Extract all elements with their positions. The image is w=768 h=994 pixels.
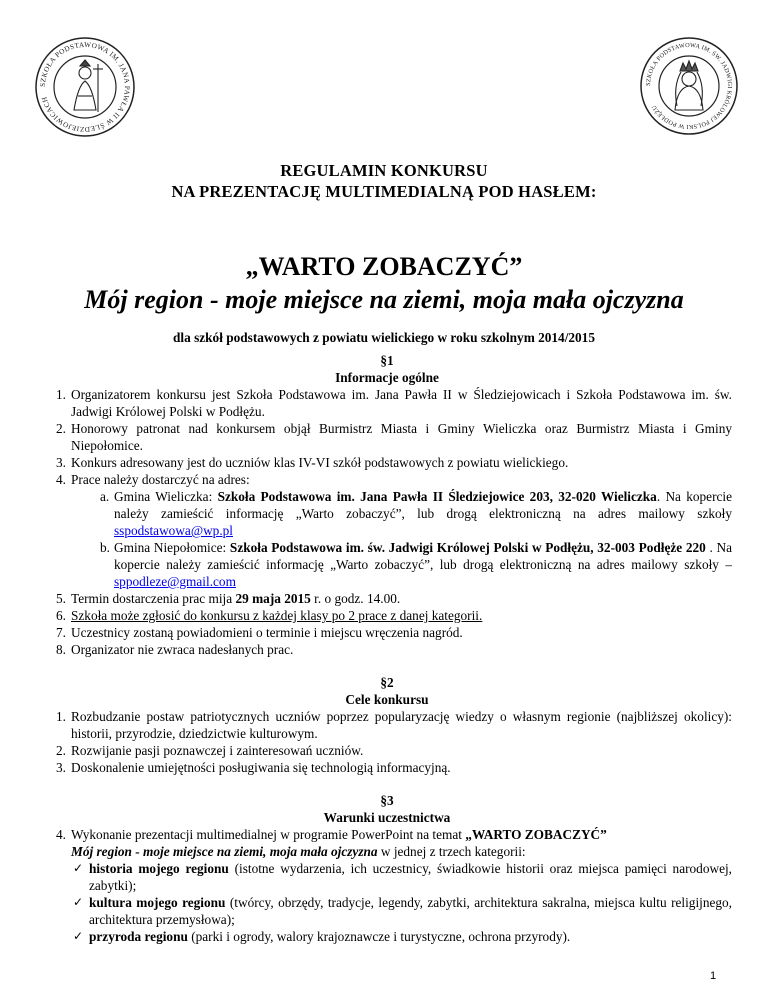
checkmark-icon: ✓	[73, 929, 84, 943]
list-item: 2. Rozwijanie pasji poznawczej i zainteresowań uczniów.	[56, 743, 364, 758]
school-seal-right	[639, 36, 739, 136]
category-history: ✓ historia mojego regionu (istotne wydarzenia, ich uczestnicy, świadkowie historii oraz miejsca pamięci narodowej, zabytki);	[73, 861, 732, 893]
section-2-heading: Cele konkursu	[345, 692, 429, 707]
list-item: 2. Honorowy patronat nad konkursem objął Burmistrz Miasta i Gminy Wieliczka oraz Burmistrz Miasta i Gminy Niepołomice.	[56, 421, 732, 453]
list-item: 4. Prace należy dostarczyć na adres:	[56, 472, 250, 487]
subtitle: dla szkół podstawowych z powiatu wielickiego w roku szkolnym 2014/2015	[173, 330, 595, 345]
list-item: 1. Rozbudzanie postaw patriotycznych uczniów poprzez popularyzację wiedzy o własnym regionie (najbliższej okolicy): historii, przyrodzie, dziedzictwie kulturowym.	[56, 709, 732, 741]
category-culture: ✓ kultura mojego regionu (twórcy, obrzędy, tradycje, legendy, zabytki, architektura sakralna, miejsca kultu religijnego, architektura przemysłowa);	[73, 895, 732, 927]
category-nature: ✓ przyroda regionu (parki i ogrody, walory krajoznawcze i turystyczne, ochrona przyrody).	[73, 929, 571, 944]
title-line-2: NA PREZENTACJĘ MULTIMEDIALNĄ POD HASŁEM:	[171, 182, 597, 201]
section-3-heading: Warunki uczestnictwa	[323, 810, 451, 825]
contest-motto: Mój region - moje miejsce na ziemi, moja mała ojczyzna	[84, 285, 684, 314]
list-item: 5. Termin dostarczenia prac mija 29 maja 2015 r. o godz. 14.00.	[56, 591, 401, 606]
pope-figure-icon	[74, 60, 103, 112]
section-1-number: §1	[380, 353, 394, 368]
right-seal-text: SZKOŁA PODSTAWOWA IM. ŚW. JADWIGI KRÓLOWEJ POLSKI W PODŁĘŻU	[644, 41, 734, 131]
title-line-1: REGULAMIN KONKURSU	[280, 161, 488, 180]
page-number: 1	[710, 970, 717, 982]
contest-name: „WARTO ZOBACZYĆ”	[245, 252, 523, 281]
checkmark-icon: ✓	[73, 895, 84, 909]
document-body	[42, 352, 732, 945]
address-niepolomice: b. Gmina Niepołomice: Szkoła Podstawowa im. św. Jadwigi Królowej Polski w Podłężu, 32-003 Podłęże 220 . Na kopercie należy zamieścić informację „Warto zobaczyć”, lub drogą elektroniczną na adres mailowy szkoły – sppodleze@gmail.com	[100, 540, 732, 589]
left-seal-text: SZKOŁA PODSTAWOWA IM. JANA PAWŁA II W ŚLEDZIEJOWICACH	[38, 40, 132, 134]
list-item: 3. Doskonalenie umiejętności posługiwania się technologią informacyjną.	[56, 760, 451, 775]
checkmark-icon: ✓	[73, 861, 84, 875]
list-item: 6. Szkoła może zgłosić do konkursu z każdej klasy po 2 prace z danej kategorii.	[56, 608, 483, 623]
email-link-podleze[interactable]: sppodleze@gmail.com	[114, 574, 236, 589]
section-1-heading: Informacje ogólne	[335, 370, 439, 385]
list-item: 3. Konkurs adresowany jest do uczniów klas IV-VI szkół podstawowych z powiatu wielickiego.	[56, 455, 569, 470]
list-item: 7. Uczestnicy zostaną powiadomieni o terminie i miejscu wręczenia nagród.	[56, 625, 463, 640]
list-item: 8. Organizator nie zwraca nadesłanych prac.	[56, 642, 294, 657]
school-seal-left	[34, 36, 136, 138]
list-item: 4. Wykonanie prezentacji multimedialnej w programie PowerPoint na temat „WARTO ZOBACZYĆ” Mój region - moje miejsce na ziemi, moja mała ojczyzna w jednej z trzech kategorii:	[56, 827, 607, 859]
address-wieliczka: a. Gmina Wieliczka: Szkoła Podstawowa im. Jana Pawła II Śledziejowice 203, 32-020 Wieliczka. Na kopercie należy zamieścić informację „Warto zobaczyć”, lub drogą elektroniczną na adres mailowy szkoły sspodstawowa@wp.pl	[100, 489, 733, 538]
section-3-number: §3	[380, 793, 394, 808]
queen-figure-icon	[675, 61, 703, 110]
email-link-wieliczka[interactable]: sspodstawowa@wp.pl	[114, 523, 233, 538]
section-2-number: §2	[380, 675, 394, 690]
list-item: 1. Organizatorem konkursu jest Szkoła Podstawowa im. Jana Pawła II w Śledziejowicach i Szkoła Podstawowa im. św. Jadwigi Królowej Polski w Podłężu.	[56, 387, 732, 419]
